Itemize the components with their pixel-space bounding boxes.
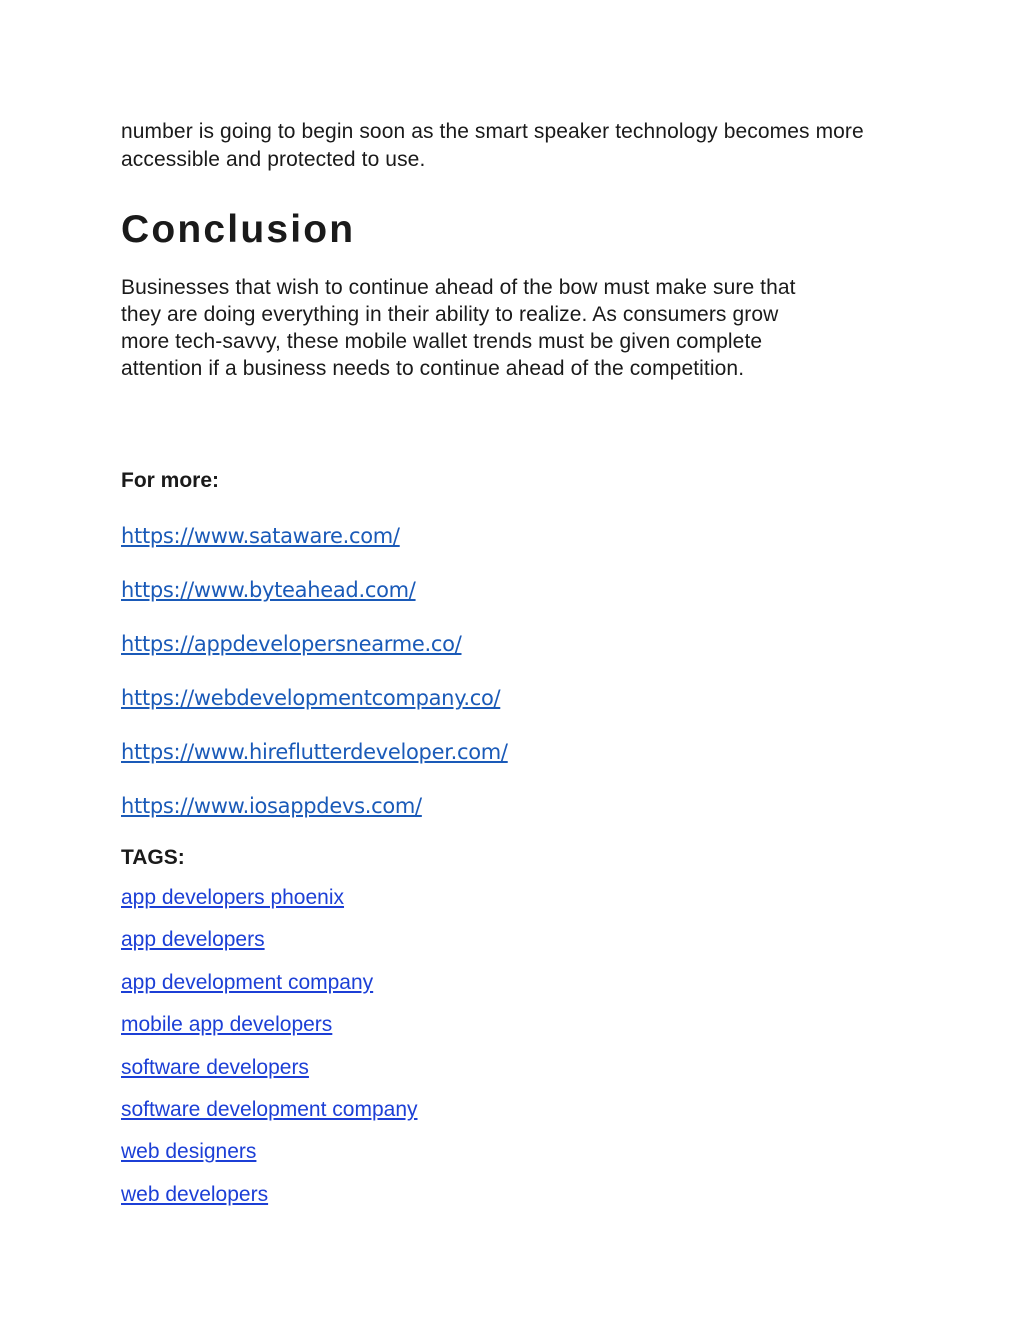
link-byteahead[interactable]: https://www.byteahead.com/	[121, 578, 416, 602]
tag-link[interactable]: web developers	[121, 1182, 269, 1206]
for-more-label: For more:	[121, 469, 220, 492]
tag-item	[121, 969, 911, 1011]
conclusion-line: more tech-savvy, these mobile wallet trends must be given complete	[121, 330, 763, 353]
reference-links-list	[121, 523, 911, 847]
tag-link[interactable]: software development company	[121, 1097, 418, 1121]
intro-paragraph: number is going to begin soon as the smart speaker technology becomes more accessible and protected to use.	[121, 120, 864, 171]
tag-item	[121, 1181, 911, 1223]
reference-link-item	[121, 577, 911, 631]
tag-link[interactable]: mobile app developers	[121, 1013, 333, 1037]
tags-label: TAGS:	[121, 846, 185, 869]
conclusion-heading: Conclusion	[121, 208, 356, 251]
reference-link-item	[121, 739, 911, 793]
tag-link[interactable]: web designers	[121, 1140, 257, 1164]
document-page	[121, 118, 911, 1223]
tags-list	[121, 884, 911, 1223]
reference-link-item	[121, 793, 911, 847]
link-sataware[interactable]: https://www.sataware.com/	[121, 524, 400, 548]
tag-item	[121, 1138, 911, 1180]
reference-link-item	[121, 523, 911, 577]
tag-item	[121, 884, 911, 926]
link-iosappdevs[interactable]: https://www.iosappdevs.com/	[121, 794, 422, 818]
conclusion-line: attention if a business needs to continue ahead of the competition.	[121, 357, 745, 380]
link-appdevelopersnearme[interactable]: https://appdevelopersnearme.co/	[121, 632, 462, 656]
tag-item	[121, 926, 911, 968]
tag-link[interactable]: app developers	[121, 928, 265, 952]
tag-link[interactable]: software developers	[121, 1055, 309, 1079]
conclusion-line: they are doing everything in their ability to realize. As consumers grow	[121, 303, 779, 326]
tag-item	[121, 1011, 911, 1053]
conclusion-paragraph	[121, 274, 911, 382]
conclusion-line: Businesses that wish to continue ahead of the bow must make sure that	[121, 276, 796, 299]
tag-link[interactable]: app development company	[121, 970, 374, 994]
link-webdevelopmentcompany[interactable]: https://webdevelopmentcompany.co/	[121, 686, 501, 710]
reference-link-item	[121, 631, 911, 685]
reference-link-item	[121, 685, 911, 739]
link-hireflutterdeveloper[interactable]: https://www.hireflutterdeveloper.com/	[121, 740, 508, 764]
tag-item	[121, 1054, 911, 1096]
tag-link[interactable]: app developers phoenix	[121, 886, 345, 909]
tag-item	[121, 1096, 911, 1138]
